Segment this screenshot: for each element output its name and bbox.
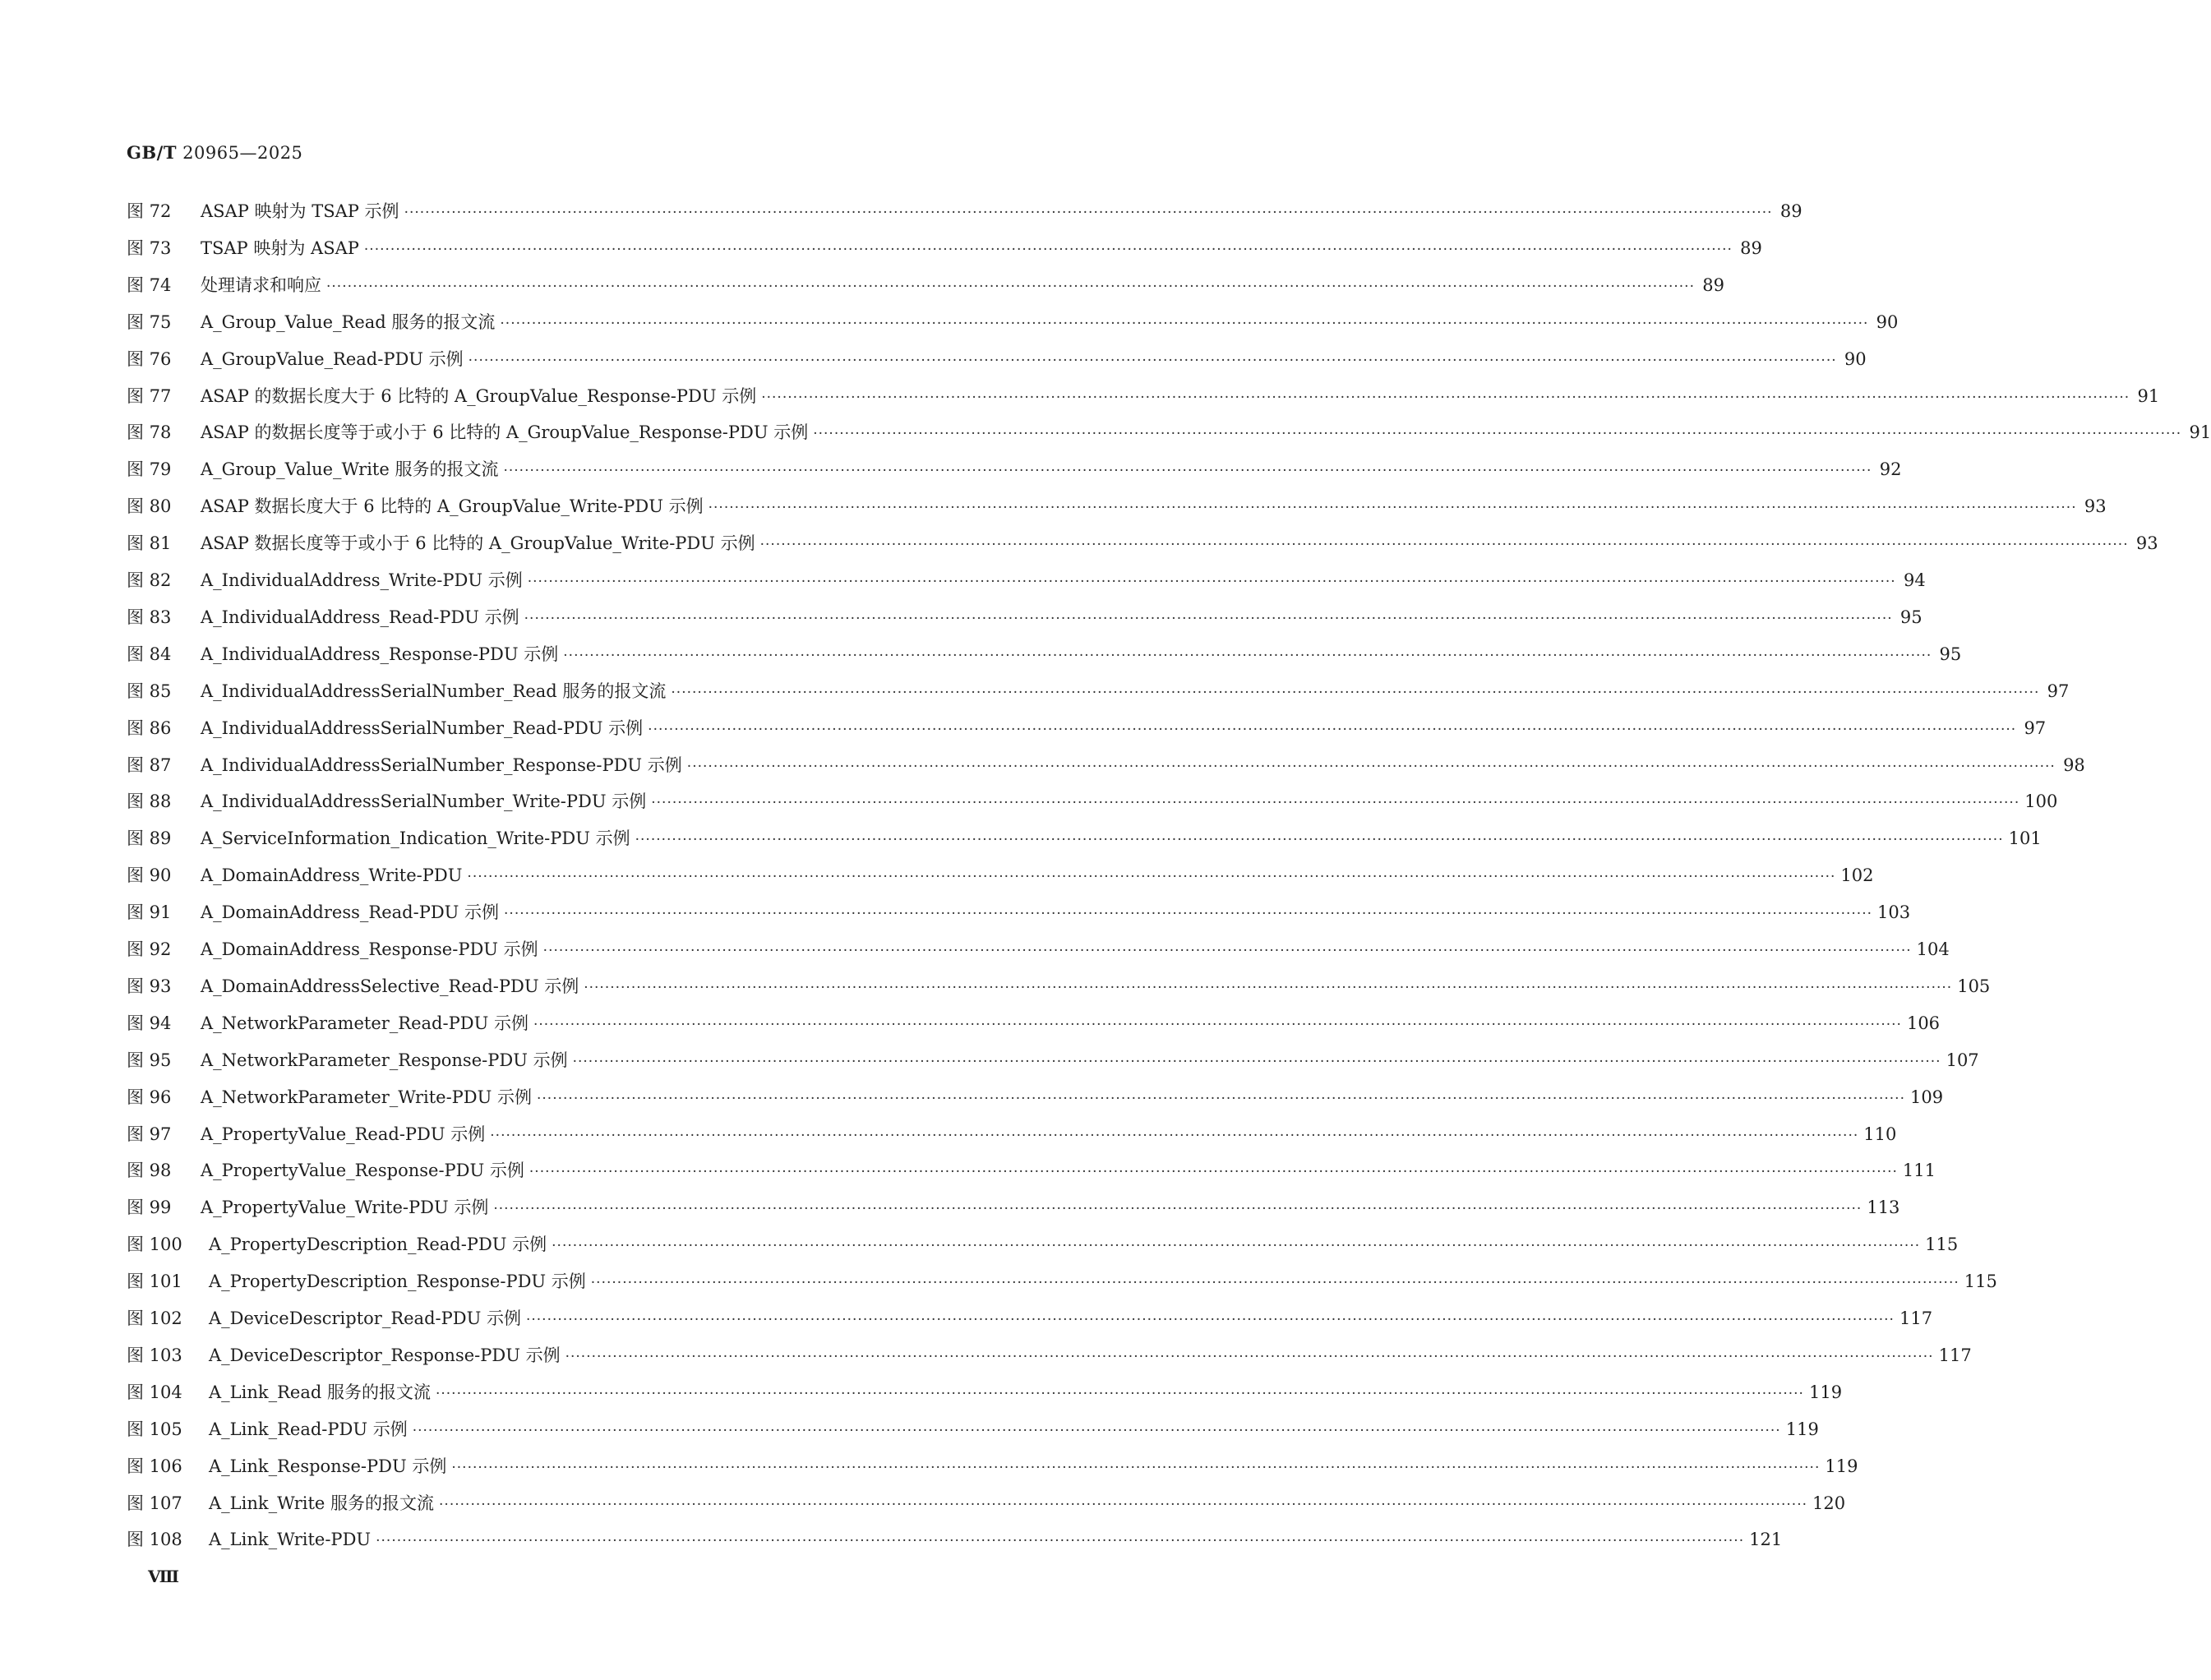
page-number: 119: [1825, 1456, 1858, 1476]
page-number: 106: [1906, 1013, 1941, 1033]
figure-label: 图 103: [127, 1345, 182, 1365]
toc-entry[interactable]: [127, 1304, 1933, 1332]
figure-title: A_IndividualAddressSerialNumber_Response-PDU 示例: [201, 755, 682, 775]
figure-title: ASAP 的数据长度大于 6 比特的 A_GroupValue_Response-PDU 示例: [201, 385, 757, 406]
dot-leader: ····································································································································································································································································: [529, 1164, 1898, 1181]
figure-title: A_PropertyDescription_Read-PDU 示例: [209, 1235, 547, 1255]
figure-label: 图 101: [127, 1272, 182, 1292]
toc-entry[interactable]: [127, 1156, 1936, 1184]
figure-label: 图 99: [127, 1198, 172, 1218]
page-number: 93: [2084, 496, 2107, 517]
toc-entry[interactable]: [127, 345, 1867, 373]
figure-title: A_GroupValue_Read-PDU 示例: [201, 348, 464, 369]
figure-title: A_NetworkParameter_Write-PDU 示例: [201, 1087, 532, 1107]
page-number: 105: [1957, 976, 1991, 996]
toc-entry[interactable]: [127, 972, 1991, 1000]
figure-label: 图 73: [127, 238, 172, 258]
page-number: 97: [2024, 718, 2047, 738]
toc-entry[interactable]: [127, 382, 2160, 410]
dot-leader: ····································································································································································································································································: [326, 278, 1695, 295]
figure-title: A_NetworkParameter_Read-PDU 示例: [201, 1013, 529, 1033]
toc-entry[interactable]: [127, 1120, 1897, 1148]
dot-leader: ····································································································································································································································································: [412, 1422, 1781, 1439]
toc-entry[interactable]: [127, 677, 2070, 705]
toc-entry[interactable]: [127, 1046, 1979, 1074]
figure-title: ASAP 数据长度等于或小于 6 比特的 A_GroupValue_Write-PDU 示例: [201, 533, 755, 554]
page-number: 103: [1877, 902, 1911, 923]
toc-entry[interactable]: [127, 1489, 1846, 1517]
figure-label: 图 85: [127, 681, 172, 701]
dot-leader: ····································································································································································································································································: [572, 1053, 1941, 1070]
figure-label: 图 95: [127, 1050, 172, 1070]
toc-entry[interactable]: [127, 1341, 1972, 1369]
dot-leader: ····································································································································································································································································: [439, 1496, 1808, 1513]
figure-title: A_Link_Response-PDU 示例: [209, 1456, 447, 1476]
figure-label: 图 81: [127, 533, 172, 554]
toc-entry[interactable]: [127, 861, 1874, 889]
dot-leader: ····································································································································································································································································: [467, 869, 1836, 886]
figure-title: A_ServiceInformation_Indication_Write-PDU 示例: [201, 828, 630, 849]
figure-label: 图 78: [127, 422, 172, 443]
figure-title: 处理请求和响应: [201, 275, 321, 295]
figure-label: 图 97: [127, 1124, 172, 1144]
figure-label: 图 83: [127, 607, 172, 627]
figure-label: 图 92: [127, 939, 172, 959]
figure-title: ASAP 数据长度大于 6 比特的 A_GroupValue_Write-PDU 示例: [201, 496, 704, 517]
page-number: 117: [1938, 1345, 1972, 1365]
dot-leader: ····································································································································································································································································: [376, 1533, 1745, 1550]
toc-entry[interactable]: [127, 935, 1950, 963]
page-number: 109: [1910, 1087, 1944, 1107]
dot-leader: ····································································································································································································································································: [635, 832, 2004, 849]
figure-title: A_IndividualAddressSerialNumber_Read-PDU 示例: [201, 718, 644, 738]
figure-label: 图 88: [127, 792, 172, 812]
dot-leader: ····································································································································································································································································: [759, 537, 2129, 554]
figure-label: 图 98: [127, 1161, 172, 1181]
figure-title: ASAP 的数据长度等于或小于 6 比特的 A_GroupValue_Response-PDU 示例: [201, 422, 809, 443]
toc-entry[interactable]: [127, 418, 2211, 446]
dot-leader: ····································································································································································································································································: [552, 1238, 1921, 1255]
figure-title: A_NetworkParameter_Response-PDU 示例: [201, 1050, 568, 1070]
dot-leader: ····································································································································································································································································: [468, 352, 1837, 369]
dot-leader: ····································································································································································································································································: [563, 647, 1932, 664]
page-number: 101: [2008, 828, 2042, 849]
toc-entry[interactable]: [127, 1525, 1783, 1553]
figure-title: A_IndividualAddressSerialNumber_Read 服务的报文流: [201, 681, 667, 701]
toc-entry[interactable]: [127, 455, 1902, 483]
dot-leader: ····································································································································································································································································: [590, 1275, 1959, 1292]
toc-entry[interactable]: [127, 529, 2158, 557]
figure-title: A_Group_Value_Write 服务的报文流: [201, 459, 499, 480]
figure-title: A_DeviceDescriptor_Read-PDU 示例: [209, 1308, 521, 1328]
dot-leader: ····································································································································································································································································: [435, 1385, 1804, 1402]
dot-leader: ····································································································································································································································································: [542, 943, 1912, 959]
figure-label: 图 87: [127, 755, 172, 775]
figure-title: A_IndividualAddressSerialNumber_Write-PDU 示例: [201, 792, 647, 812]
dot-leader: ····································································································································································································································································: [504, 906, 1873, 923]
page-number: 113: [1867, 1198, 1900, 1218]
page-number: 97: [2047, 681, 2070, 701]
figure-label: 图 75: [127, 312, 172, 332]
page-number: 121: [1749, 1530, 1783, 1550]
figure-label: 图 72: [127, 201, 172, 221]
figure-title: A_IndividualAddress_Read-PDU 示例: [201, 607, 519, 627]
page-number: 115: [1964, 1272, 1997, 1292]
toc-entry[interactable]: [127, 1378, 1843, 1406]
page-number: 89: [1702, 275, 1724, 295]
page-number: 102: [1840, 865, 1874, 886]
figure-label: 图 77: [127, 385, 172, 406]
figure-title: A_PropertyDescription_Response-PDU 示例: [209, 1272, 586, 1292]
figure-title: A_IndividualAddress_Response-PDU 示例: [201, 644, 559, 664]
dot-leader: ····································································································································································································································································: [451, 1459, 1821, 1476]
page-number: 107: [1946, 1050, 1979, 1070]
dot-leader: ····································································································································································································································································: [525, 1312, 1895, 1328]
figure-label: 图 107: [127, 1493, 182, 1513]
page-number: 91: [2189, 422, 2211, 443]
toc-entry[interactable]: [127, 787, 2058, 815]
dot-leader: ····································································································································································································································································: [493, 1201, 1863, 1218]
page-number: 110: [1863, 1124, 1897, 1144]
dot-leader: ····································································································································································································································································: [686, 758, 2056, 775]
dot-leader: ····································································································································································································································································: [490, 1127, 1859, 1144]
toc-entry[interactable]: [127, 1452, 1858, 1480]
page-number-footer: Ⅷ: [148, 1567, 179, 1586]
page-number: 98: [2063, 755, 2085, 775]
page-number: 111: [1902, 1161, 1936, 1181]
dot-leader: ····································································································································································································································································: [651, 795, 2020, 812]
toc-entry[interactable]: [127, 714, 2047, 742]
figure-label: 图 79: [127, 459, 172, 480]
figure-label: 图 108: [127, 1530, 182, 1550]
figure-label: 图 96: [127, 1087, 172, 1107]
page-number: 100: [2024, 792, 2058, 812]
figure-title: A_DomainAddress_Read-PDU 示例: [201, 902, 500, 923]
page-number: 95: [1899, 607, 1923, 627]
toc-entry[interactable]: [127, 824, 2042, 852]
dot-leader: ····································································································································································································································································: [527, 574, 1896, 590]
dot-leader: ····································································································································································································································································: [404, 205, 1773, 221]
toc-entry[interactable]: [127, 603, 1923, 631]
toc-entry[interactable]: [127, 234, 1762, 262]
page-number: 115: [1925, 1235, 1959, 1255]
toc-entry[interactable]: [127, 898, 1911, 926]
toc-entry[interactable]: [127, 308, 1899, 336]
toc-entry[interactable]: [127, 1230, 1959, 1258]
page-number: 89: [1740, 238, 1762, 258]
figure-title: A_PropertyValue_Response-PDU 示例: [201, 1161, 524, 1181]
dot-leader: ····································································································································································································································································: [503, 463, 1872, 480]
page-number: 92: [1879, 459, 1902, 480]
figure-title: A_Link_Write 服务的报文流: [209, 1493, 435, 1513]
standard-number: 20965—2025: [182, 143, 303, 163]
page-number: 90: [1844, 348, 1867, 369]
toc-entry[interactable]: [127, 492, 2107, 520]
page-number: 91: [2137, 385, 2160, 406]
toc-entry[interactable]: [127, 751, 2085, 779]
figure-label: 图 106: [127, 1456, 182, 1476]
figure-label: 图 93: [127, 976, 172, 996]
figure-label: 图 100: [127, 1235, 182, 1255]
toc-entry[interactable]: [127, 197, 1802, 225]
toc-entry[interactable]: [127, 640, 1962, 668]
dot-leader: ····································································································································································································································································: [584, 979, 1953, 996]
figure-label: 图 80: [127, 496, 172, 517]
figure-title: A_Link_Write-PDU: [209, 1530, 372, 1550]
figure-title: A_DomainAddress_Write-PDU: [201, 865, 463, 886]
toc-entry[interactable]: [127, 1415, 1819, 1443]
figure-title: A_DomainAddress_Response-PDU 示例: [201, 939, 538, 959]
toc-entry[interactable]: [127, 1193, 1900, 1221]
toc-entry[interactable]: [127, 566, 1926, 594]
figure-label: 图 94: [127, 1013, 172, 1033]
dot-leader: ····································································································································································································································································: [671, 684, 2040, 701]
dot-leader: ····································································································································································································································································: [648, 721, 2017, 738]
page-number: 89: [1779, 201, 1802, 221]
page-number: 119: [1808, 1382, 1843, 1402]
page-number: 117: [1899, 1308, 1933, 1328]
dot-leader: ····································································································································································································································································: [537, 1090, 1905, 1107]
figure-title: A_DeviceDescriptor_Response-PDU 示例: [209, 1345, 561, 1365]
page-number: 104: [1916, 939, 1950, 959]
figure-title: A_PropertyValue_Read-PDU 示例: [201, 1124, 486, 1144]
figure-title: A_PropertyValue_Write-PDU 示例: [201, 1198, 489, 1218]
toc-entry[interactable]: [127, 1267, 1997, 1295]
figure-title: A_Link_Read-PDU 示例: [209, 1419, 408, 1439]
figure-label: 图 84: [127, 644, 172, 664]
figure-label: 图 82: [127, 570, 172, 590]
toc-entry[interactable]: [127, 1009, 1941, 1037]
figure-label: 图 91: [127, 902, 172, 923]
figure-title: TSAP 映射为 ASAP: [201, 238, 359, 258]
figure-title: A_Group_Value_Read 服务的报文流: [201, 312, 496, 332]
page-number: 94: [1903, 570, 1926, 590]
figure-label: 图 102: [127, 1308, 182, 1328]
figure-title: A_DomainAddressSelective_Read-PDU 示例: [201, 976, 579, 996]
dot-leader: ····································································································································································································································································: [813, 426, 2182, 443]
figure-label: 图 104: [127, 1382, 182, 1402]
dot-leader: ····································································································································································································································································: [761, 389, 2130, 406]
page-number: 119: [1785, 1419, 1819, 1439]
figure-label: 图 74: [127, 275, 172, 295]
dot-leader: ····································································································································································································································································: [533, 1016, 1902, 1033]
figure-label: 图 90: [127, 865, 172, 886]
figure-title: A_IndividualAddress_Write-PDU 示例: [201, 570, 523, 590]
dot-leader: ····································································································································································································································································: [708, 500, 2077, 517]
figure-label: 图 89: [127, 828, 172, 849]
figure-label: 图 76: [127, 348, 172, 369]
dot-leader: ····································································································································································································································································: [524, 610, 1893, 627]
figure-label: 图 86: [127, 718, 172, 738]
dot-leader: ····································································································································································································································································: [565, 1348, 1934, 1365]
page-number: 90: [1876, 312, 1899, 332]
page-number: 120: [1812, 1493, 1846, 1513]
dot-leader: ····································································································································································································································································: [500, 315, 1869, 332]
dot-leader: ····································································································································································································································································: [363, 241, 1733, 258]
page-number: 93: [2135, 533, 2158, 554]
figure-label: 图 105: [127, 1419, 182, 1439]
toc-entry[interactable]: [127, 271, 1724, 299]
toc-entry[interactable]: [127, 1083, 1944, 1111]
figure-title: ASAP 映射为 TSAP 示例: [201, 201, 399, 221]
figure-title: A_Link_Read 服务的报文流: [209, 1382, 431, 1402]
standard-code: GB/T: [127, 142, 177, 163]
page-number: 95: [1939, 644, 1962, 664]
